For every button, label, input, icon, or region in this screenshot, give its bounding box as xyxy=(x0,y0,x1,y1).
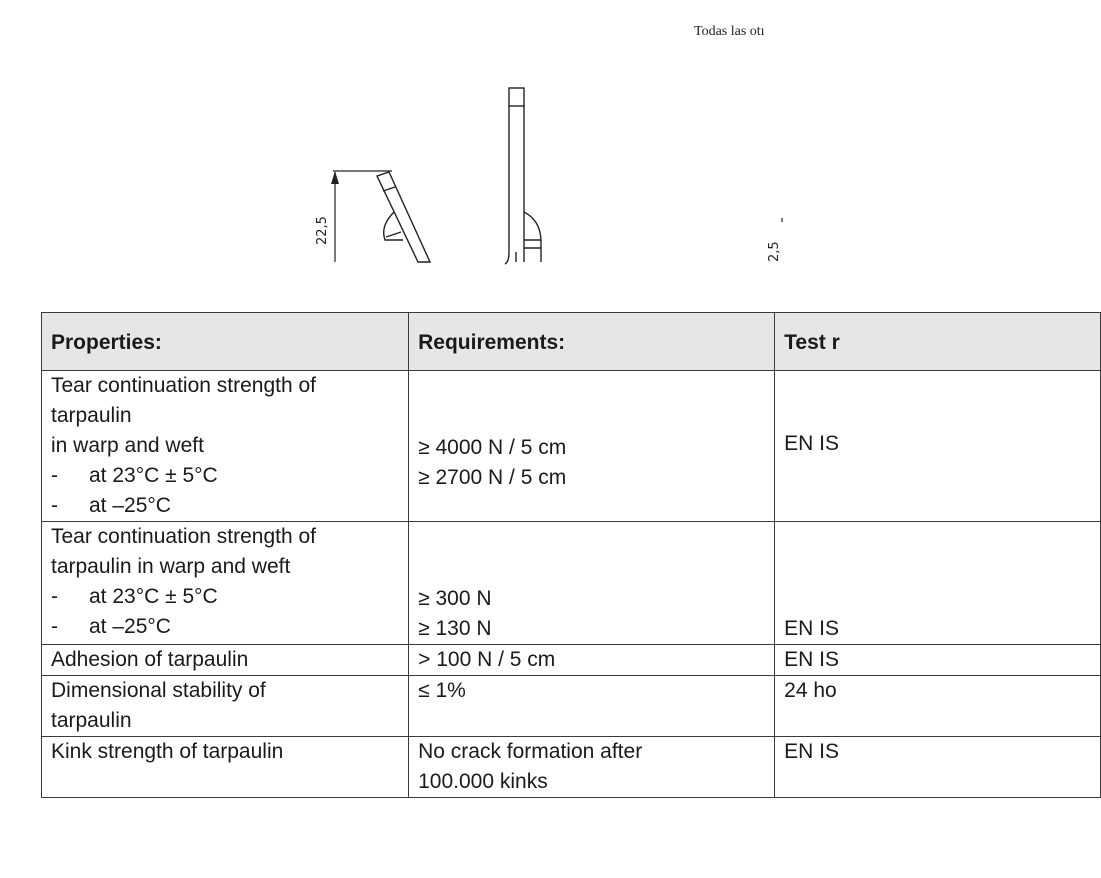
properties-table-container xyxy=(41,312,840,793)
slanted-profile xyxy=(377,172,430,262)
property-cell xyxy=(42,676,409,737)
test-cell xyxy=(775,371,1101,522)
vertical-profile xyxy=(505,88,541,264)
table-row xyxy=(42,676,1101,737)
property-line: tarpaulin xyxy=(51,709,132,732)
header-test: Test r xyxy=(775,313,1101,371)
header-properties: Properties: xyxy=(42,313,409,371)
property-line: Tear continuation strength of xyxy=(51,374,317,397)
dimension-label-left: 22,5 xyxy=(315,216,330,245)
dimension-label-right: 2,5 xyxy=(767,241,782,262)
test-line: 24 ho xyxy=(784,679,837,702)
requirement-line: ≥ 130 N xyxy=(418,617,492,640)
list-item: - at –25°C xyxy=(51,494,171,517)
requirement-cell xyxy=(409,737,775,798)
test-line: EN IS xyxy=(784,648,839,671)
property-cell xyxy=(42,371,409,522)
requirement-line: ≥ 4000 N / 5 cm xyxy=(418,436,567,459)
test-cell xyxy=(775,522,1101,645)
list-item: - at –25°C xyxy=(51,615,171,638)
property-line: Tear continuation strength of xyxy=(51,525,317,548)
requirement-cell xyxy=(409,676,775,737)
requirement-line: No crack formation after xyxy=(418,740,643,763)
property-line: in warp and weft xyxy=(51,434,204,457)
requirement-cell xyxy=(409,371,775,522)
list-item: - at 23°C ± 5°C xyxy=(51,464,218,487)
property-line: tarpaulin in warp and weft xyxy=(51,555,291,578)
list-item-text: at 23°C ± 5°C xyxy=(89,585,218,608)
dimension-arrow xyxy=(331,171,339,184)
list-item-text: at –25°C xyxy=(89,494,171,517)
requirement-line: > 100 N / 5 cm xyxy=(418,648,556,671)
header-note: Todas las otı xyxy=(694,24,765,39)
technical-drawing xyxy=(0,0,884,270)
list-item-text: at 23°C ± 5°C xyxy=(89,464,218,487)
property-cell xyxy=(42,645,409,676)
requirement-cell xyxy=(409,645,775,676)
header-requirements: Requirements: xyxy=(409,313,775,371)
list-item: - at 23°C ± 5°C xyxy=(51,585,218,608)
table-header-row xyxy=(42,313,1101,371)
property-line: Dimensional stability of xyxy=(51,679,266,702)
test-cell xyxy=(775,676,1101,737)
test-line: EN IS xyxy=(784,432,839,455)
table-row xyxy=(42,737,1101,798)
table-row xyxy=(42,522,1101,645)
property-cell xyxy=(42,522,409,645)
property-line: Adhesion of tarpaulin xyxy=(51,648,249,671)
table-row xyxy=(42,371,1101,522)
test-cell xyxy=(775,645,1101,676)
requirement-line: ≥ 300 N xyxy=(418,587,492,610)
requirement-line: 100.000 kinks xyxy=(418,770,548,793)
property-cell xyxy=(42,737,409,798)
test-cell xyxy=(775,737,1101,798)
requirement-line: ≤ 1% xyxy=(418,679,466,702)
properties-table xyxy=(41,312,1101,798)
property-line: tarpaulin xyxy=(51,404,132,427)
test-line: EN IS xyxy=(784,740,839,763)
requirement-cell xyxy=(409,522,775,645)
list-item-text: at –25°C xyxy=(89,615,171,638)
table-row xyxy=(42,645,1101,676)
property-line: Kink strength of tarpaulin xyxy=(51,740,284,763)
requirement-line: ≥ 2700 N / 5 cm xyxy=(418,466,567,489)
test-line: EN IS xyxy=(784,617,839,640)
